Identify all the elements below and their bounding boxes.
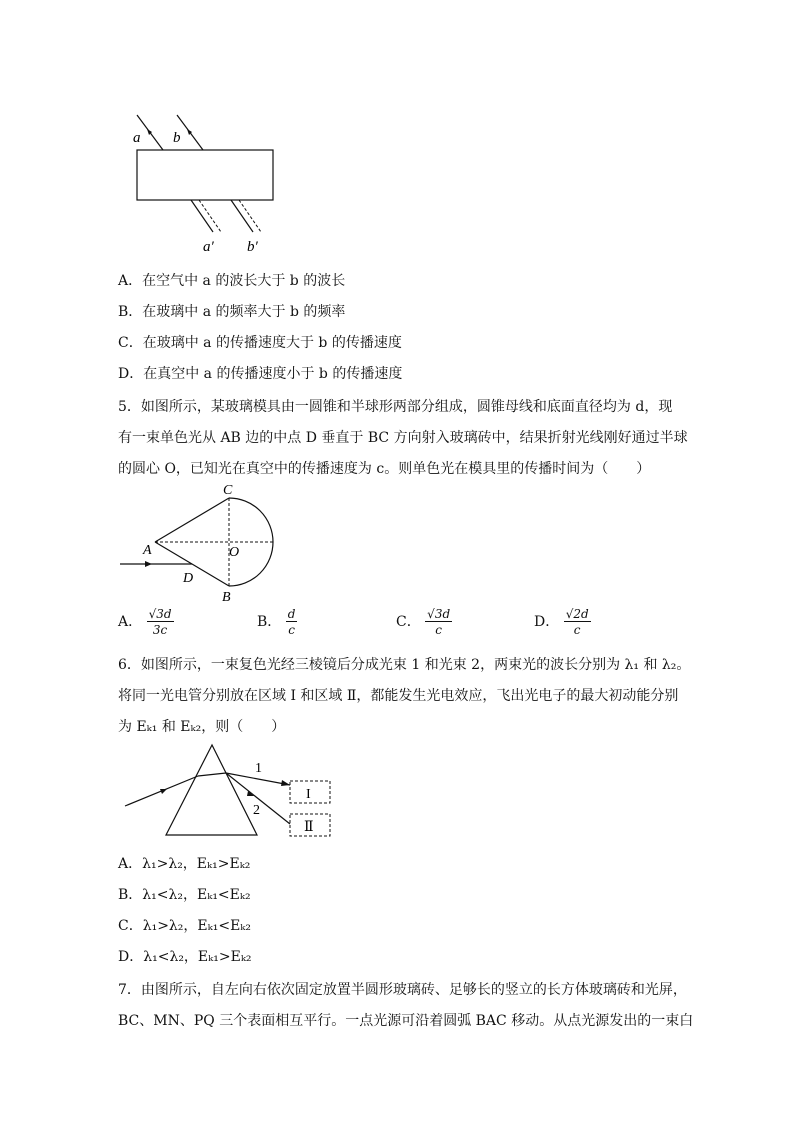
q5-text-line-2: 有一束单色光从 AB 边的中点 D 垂直于 BC 方向射入玻璃砖中，结果折射光线刚好通过半球 [118, 430, 688, 446]
incident-arrow-icon [145, 561, 152, 567]
q4-option-a: A．在空气中 a 的波长大于 b 的波长 [118, 273, 346, 289]
figure-prism [120, 740, 340, 840]
label-a-prime: a′ [203, 239, 214, 255]
q6-text-line-2: 将同一光电管分别放在区域 I 和区域 Ⅱ，都能发生光电效应，飞出光电子的最大初动能分别 [118, 688, 679, 704]
q5-text-line-1: 5．如图所示，某玻璃模具由一圆锥和半球形两部分组成，圆锥母线和底面直径均为 d，现 [118, 399, 673, 415]
figure-glass-slab [125, 110, 285, 260]
q5-option-c: C． $\frac{√3d}{c}$ [396, 607, 451, 637]
q6-text-line-1: 6．如图所示，一束复色光经三棱镜后分成光束 1 和光束 2，两束光的波长分别为 λ₁ 和 λ₂。 [118, 657, 691, 673]
fraction: $\frac{√2d}{c}$ [565, 607, 589, 637]
beam-2-label: 2 [253, 803, 260, 818]
edge-AC [155, 498, 229, 542]
incident-arrow-icon [160, 789, 167, 794]
q6-option-d: D．λ₁<λ₂，Eₖ₁>Eₖ₂ [118, 949, 252, 965]
fraction: $\frac{√3d}{3c}$ [148, 607, 172, 637]
fraction: $\frac{d}{c}$ [287, 607, 296, 637]
region-1-label: I [306, 787, 311, 802]
q5-option-a: A． $\frac{√3d}{3c}$ [118, 607, 172, 637]
q4-option-c: C．在玻璃中 a 的传播速度大于 b 的传播速度 [118, 335, 402, 351]
label-a: a [133, 130, 141, 146]
point-D: D [183, 571, 194, 586]
q5-option-b: B． $\frac{d}{c}$ [257, 607, 296, 637]
fraction: $\frac{√3d}{c}$ [427, 607, 451, 637]
point-O: O [229, 545, 240, 560]
label-b-prime: b′ [247, 239, 258, 255]
q7-text-line-2: BC、MN、PQ 三个表面相互平行。一点光源可沿着圆弧 BAC 移动。从点光源发出的一束白 [118, 1013, 694, 1029]
beam-1-label: 1 [255, 761, 262, 776]
q5-text-line-3: 的圆心 O，已知光在真空中的传播速度为 c。则单色光在模具里的传播时间为（ ） [118, 461, 651, 477]
q6-option-b: B．λ₁<λ₂，Eₖ₁<Eₖ₂ [118, 887, 251, 903]
q6-option-c: C．λ₁>λ₂，Eₖ₁<Eₖ₂ [118, 918, 252, 934]
q6-option-a: A．λ₁>λ₂，Eₖ₁>Eₖ₂ [118, 856, 251, 872]
inner-beam [198, 773, 226, 776]
point-C: C [223, 483, 233, 498]
q4-option-d: D．在真空中 a 的传播速度小于 b 的传播速度 [118, 366, 403, 382]
prism-triangle [166, 745, 257, 835]
region-2-label: Ⅱ [304, 820, 314, 835]
q5-option-d: D． $\frac{√2d}{c}$ [534, 607, 589, 637]
point-B: B [222, 590, 231, 605]
glass-slab [137, 150, 273, 200]
q7-text-line-1: 7．由图所示，自左向右依次固定放置半圆形玻璃砖、足够长的竖立的长方体玻璃砖和光屏， [118, 982, 687, 998]
beam-1-arrow-icon [281, 780, 290, 786]
q6-text-line-3: 为 Eₖ₁ 和 Eₖ₂，则（ ） [118, 719, 286, 735]
beam-2-arrow-icon [247, 791, 254, 796]
label-b: b [173, 130, 181, 146]
q4-option-b: B．在玻璃中 a 的频率大于 b 的频率 [118, 304, 346, 320]
figure-cone-hemisphere [115, 478, 285, 606]
point-A: A [143, 543, 152, 558]
